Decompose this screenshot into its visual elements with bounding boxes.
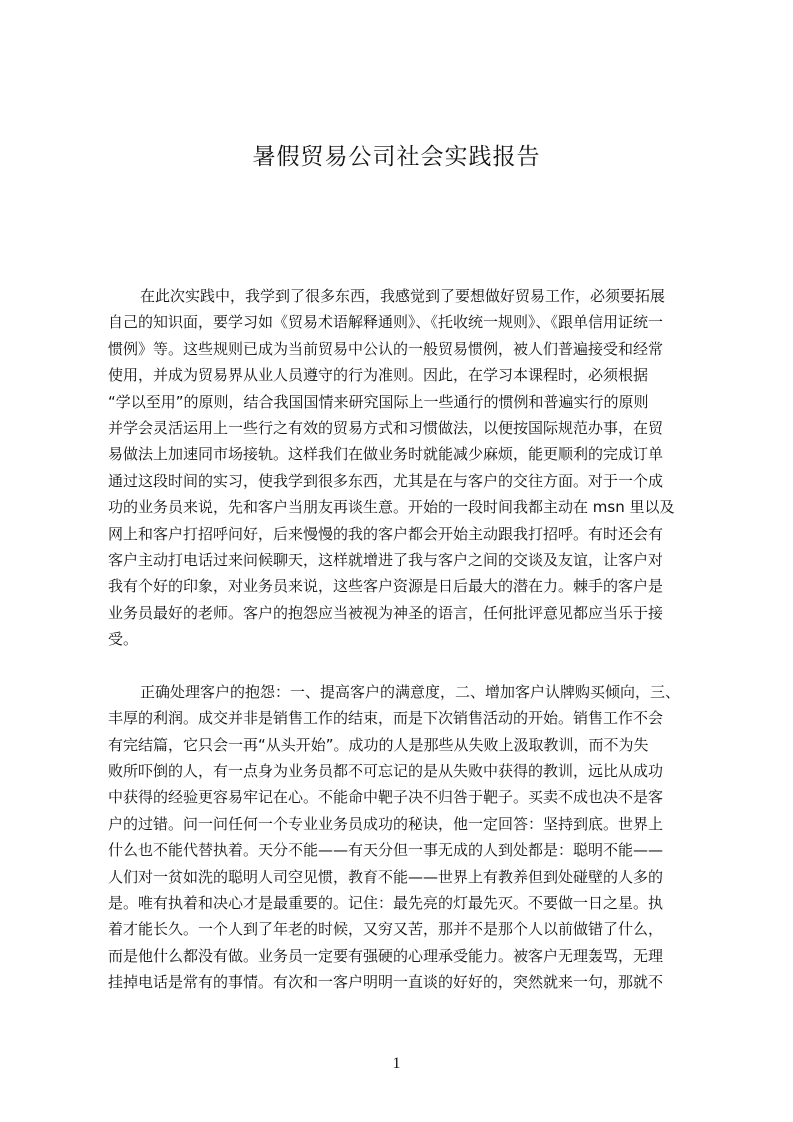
paragraph-2-line-6: 户的过错。问一问任何一个专业业务员成功的秘诀，他一定回答：坚持到底。世界上 [108,814,664,833]
paragraph-1-line-2: 自己的知识面，要学习如《贸易术语解释通则》、《托收统一规则》、《跟单信用证统一 [108,313,664,332]
paragraph-2-line-1: 正确处理客户的抱怨：一、提高客户的满意度，二、增加客户认牌购买倾向，三、 [140,682,681,701]
paragraph-2-line-12: 挂掉电话是常有的事情。有次和一客户明明一直谈的好好的，突然就来一句，那就不 [108,973,664,992]
paragraph-2-line-8: 人们对一贫如洗的聪明人司空见惯，教育不能——世界上有教养但到处碰壁的人多的 [108,867,664,886]
paragraph-spacer [108,652,702,678]
paragraph-1-line-9: 功的业务员来说，先和客户当朋友再谈生意。开始的一段时间我都主动在 msn 里以及 [108,498,675,517]
page-title: 暑假贸易公司社会实践报告 [252,144,541,170]
paragraph-1-line-7: 易做法上加速同市场接轨。这样我们在做业务时就能减少麻烦，能更顺利的完成订单 [108,445,664,464]
paragraph-1-line-11: 客户主动打电话过来问候聊天，这样就增进了我与客户之间的交谈及友谊，让客户对 [108,550,664,569]
paragraph-1-line-3: 惯例》等。这些规则已成为当前贸易中公认的一般贸易惯例，被人们普遍接受和经常 [108,339,664,358]
paragraph-1-line-13: 业务员最好的老师。客户的抱怨应当被视为神圣的语言，任何批评意见都应当乐于接 [108,603,664,622]
paragraph-2-line-2: 丰厚的利润。成交并非是销售工作的结束，而是下次销售活动的开始。销售工作不会 [108,709,664,728]
paragraph-2-line-11: 而是他什么都没有做。业务员一定要有强硬的心理承受能力。被客户无理轰骂，无理 [108,946,664,965]
paragraph-2 [108,679,702,996]
page-number: 1 [392,1055,401,1072]
paragraph-2-line-7: 什么也不能代替执着。天分不能——有天分但一事无成的人到处都是：聪明不能—— [108,841,664,860]
paragraph-1-line-6: 并学会灵活运用上一些行之有效的贸易方式和习惯做法，以便按国际规范办事，在贸 [108,418,664,437]
paragraph-1-line-14: 受。 [108,630,139,649]
paragraph-2-line-10: 着才能长久。一个人到了年老的时候，又穷又苦，那并不是那个人以前做错了什么， [108,920,664,939]
paragraph-1-line-8: 通过这段时间的实习，使我学到很多东西，尤其是在与客户的交往方面。对于一个成 [108,471,664,490]
paragraph-1-line-12: 我有个好的印象，对业务员来说，这些客户资源是日后最大的潜在力。棘手的客户是 [108,577,664,596]
paragraph-2-line-9: 是。唯有执着和决心才是最重要的。记住：最先亮的灯最先灭。不要做一日之星。执 [108,893,664,912]
document-body [108,283,702,996]
paragraph-2-line-3: 有完结篇，它只会一再“从头开始”。成功的人是那些从失败上汲取教训，而不为失 [108,735,649,754]
paragraph-1 [108,283,702,652]
paragraph-1-line-1: 在此次实践中，我学到了很多东西，我感觉到了要想做好贸易工作，必须要拓展 [140,287,666,305]
paragraph-1-line-5: “学以至用”的原则，结合我国国情来研究国际上一些通行的惯例和普遍实行的原则 [108,392,649,411]
paragraph-1-line-10: 网上和客户打招呼问好，后来慢慢的我的客户都会开始主动跟我打招呼。有时还会有 [108,524,664,543]
paragraph-2-line-5: 中获得的经验更容易牢记在心。不能命中靶子决不归咎于靶子。买卖不成也决不是客 [108,788,664,807]
paragraph-1-line-4: 使用，并成为贸易界从业人员遵守的行为准则。因此，在学习本课程时，必须根据 [108,366,649,385]
paragraph-2-line-4: 败所吓倒的人，有一点身为业务员都不可忘记的是从失败中获得的教训，远比从成功 [108,762,664,781]
